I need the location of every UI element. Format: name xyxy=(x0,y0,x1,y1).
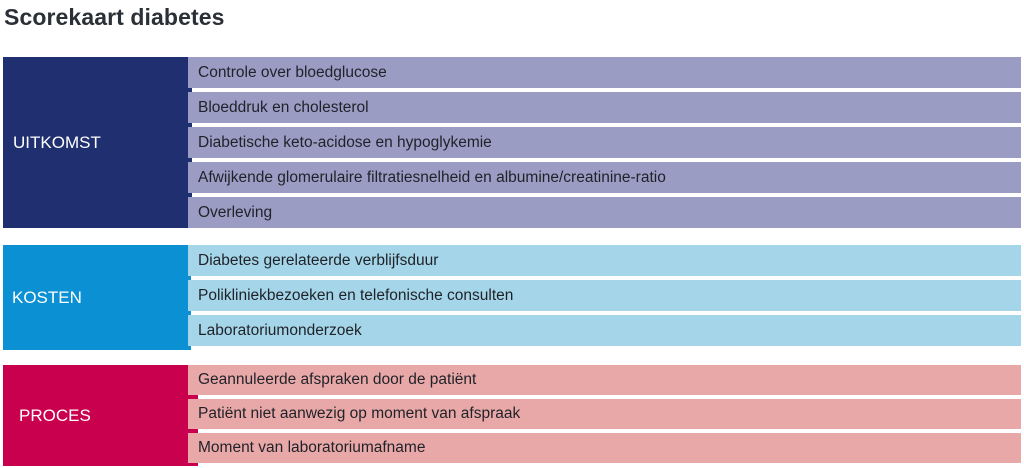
page-title: Scorekaart diabetes xyxy=(4,4,225,30)
group-items-kosten xyxy=(188,245,1021,346)
list-item: Bloeddruk en cholesterol xyxy=(188,92,1021,123)
list-item: Moment van laboratoriumafname xyxy=(188,433,1021,463)
group-label-text: KOSTEN xyxy=(12,287,82,307)
group-label-kosten xyxy=(3,245,191,350)
group-label-text: PROCES xyxy=(19,405,91,425)
group-proces xyxy=(3,365,1021,466)
list-item: Diabetes gerelateerde verblijfsduur xyxy=(188,245,1021,276)
group-label-uitkomst xyxy=(3,57,192,228)
list-item: Laboratoriumonderzoek xyxy=(188,315,1021,346)
group-label-text: UITKOMST xyxy=(13,132,101,152)
list-item: Controle over bloedglucose xyxy=(188,57,1021,88)
list-item: Geannuleerde afspraken door de patiënt xyxy=(188,365,1021,395)
group-items-proces xyxy=(188,365,1021,463)
list-item: Diabetische keto-acidose en hypoglykemie xyxy=(188,127,1021,158)
list-item: Afwijkende glomerulaire filtratiesnelheid en albumine/creatinine-ratio xyxy=(188,162,1021,193)
list-item: Polikliniekbezoeken en telefonische consulten xyxy=(188,280,1021,311)
group-uitkomst xyxy=(3,57,1021,228)
group-label-proces xyxy=(3,365,198,466)
list-item: Patiënt niet aanwezig op moment van afspraak xyxy=(188,399,1021,429)
group-kosten xyxy=(3,245,1021,350)
list-item: Overleving xyxy=(188,197,1021,228)
group-items-uitkomst xyxy=(188,57,1021,228)
